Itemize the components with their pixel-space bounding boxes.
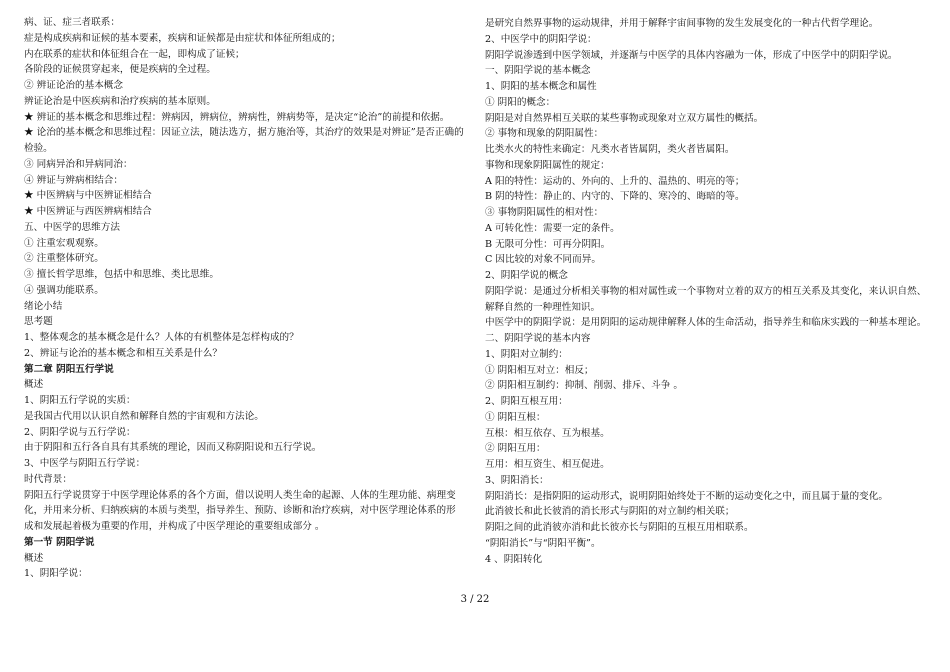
section-heading: 第一节 阴阳学说: [24, 536, 95, 548]
text-line: “阴阳消长”与“阴阳平衡”。: [485, 537, 601, 549]
text-line: 3、中医学与阴阳五行学说：: [24, 458, 146, 469]
text-line: 辨证论治是中医疾病和治疗疾病的基本原则。: [24, 95, 216, 107]
text-line: 概述: [24, 379, 44, 391]
text-line: C 因比较的对象不同而异。: [485, 254, 601, 266]
text-line: 绪论小结: [24, 300, 63, 312]
text-line: 中医学中的阴阳学说：是用阴阳的运动规律解释人体的生命活动，指导养生和临床实践的一种基本理论。: [485, 317, 927, 329]
text-line: ④ 辨证与辨病相结合：: [24, 174, 123, 186]
text-line: ★ 辨证的基本概念和思维过程：辨病因，辨病位，辨病性，辨病势等，是决定“论治”的前提和依据。: [24, 111, 450, 123]
text-line: 五、中医学的思维方法: [24, 221, 120, 233]
text-line: ① 注重宏观观察。: [24, 237, 104, 249]
text-line: 1、阴阳对立制约：: [485, 348, 568, 360]
text-line: 时代背景：: [24, 473, 72, 485]
text-line: A 阳的特性：运动的、外向的、上升的、温热的、明亮的等；: [485, 175, 745, 187]
text-line: B 无限可分性：可再分阴阳。: [485, 238, 611, 250]
text-line: 各阶段的证候贯穿起来，便是疾病的全过程。: [24, 64, 216, 76]
text-line: 1、整体观念的基本概念是什么？人体的有机整体是怎样构成的？: [24, 332, 299, 343]
text-line: ② 阴阳相互制约：抑制、削弱、排斥、斗争 。: [485, 380, 683, 392]
text-line: ① 阴阳的概念：: [485, 96, 556, 108]
section-heading: 第二章 阴阳五行学说: [24, 363, 114, 375]
text-line: 阴阳学说渗透到中医学领域，并逐渐与中医学的具体内容融为一体，形成了中医学中的阴阳学说。: [485, 49, 898, 61]
text-line: ① 阴阳互根：: [485, 411, 546, 423]
text-line: ③ 事物阴阳属性的相对性：: [485, 207, 604, 218]
text-line: 此消彼长和此长彼消的消长形式与阴阳的对立制约相关联；: [485, 506, 735, 518]
text-line: 1、阴阳五行学说的实质：: [24, 395, 136, 406]
text-line: ② 阴阳互用：: [485, 443, 546, 455]
text-line: 2、阴阳互根互用：: [485, 396, 568, 407]
text-line: 是我国古代用以认识自然和解释自然的宇宙观和方法论。: [24, 410, 264, 422]
text-line: 2、中医学中的阴阳学说：: [485, 33, 597, 45]
left-column: [24, 15, 464, 582]
text-line: ★ 论治的基本概念和思维过程：因证立法，随法选方，据方施治等，其治疗的效果是对辨证”是否正确的检验。: [24, 127, 464, 154]
text-line: ④ 强调功能联系。: [24, 284, 104, 296]
text-line: 内在联系的症状和体征组合在一起，即构成了证候；: [24, 48, 245, 60]
text-line: 阴阳是对自然界相互关联的某些事物或现象对立双方属性的概括。: [485, 112, 764, 124]
text-line: ③ 同病异治和异病同治：: [24, 158, 133, 170]
text-line: 2、阴阳学说的概念: [485, 270, 568, 281]
text-line: 2、辨证与论治的基本概念和相互关系是什么？: [24, 347, 222, 359]
text-line: B 阴的特性：静止的、内守的、下降的、寒冷的、晦暗的等。: [485, 191, 745, 203]
right-column: [485, 16, 930, 567]
text-line: ② 事物和现象的阴阳属性：: [485, 128, 604, 140]
text-line: 3、阴阳消长：: [485, 474, 549, 486]
text-line: 比类水火的特性来确定：凡类水者皆属阴，类火者皆属阳。: [485, 144, 735, 155]
text-line: 4 、阴阳转化: [485, 553, 543, 565]
text-line: 病、证、症三者联系：: [24, 17, 120, 28]
text-line: ③ 擅长哲学思维，包括中和思维、类比思维。: [24, 269, 219, 280]
text-line: 事物和现象阴阳属性的规定：: [485, 159, 610, 171]
text-line: 阴阳之间的此消彼亦消和此长彼亦长与阴阳的互根互用相联系。: [485, 522, 754, 533]
text-line: 互用：相互资生、相互促进。: [485, 459, 610, 470]
text-line: 一、阴阳学说的基本概念: [485, 65, 591, 77]
text-line: ② 注重整体研究。: [24, 253, 104, 265]
text-line: 阴阳五行学说贯穿于中医学理论体系的各个方面，借以说明人类生命的起源、人体的生理功能、病理变化，并用来分析、归纳疾病的本质与类型，指导养生、预防、诊断和治疗疾病，对中医学理论体系的形成和发展起着极为重要的作用，并构成了中医学理论的重要组成部分 。: [24, 489, 456, 532]
text-line: 思考题: [24, 316, 53, 328]
text-line: 阴阳学说：是通过分析相关事物的相对属性或一个事物对立着的双方的相互关系及其变化，来认识自然、解释自然的一种理性知识。: [485, 285, 927, 313]
text-line: 2、阴阳学说与五行学说：: [24, 426, 136, 438]
text-line: ① 阴阳相互对立：相反；: [485, 364, 594, 376]
text-line: ★ 中医辨证与西医辨病相结合: [24, 206, 152, 217]
text-line: 1、阴阳的基本概念和属性: [485, 81, 597, 92]
text-line: 由于阴阳和五行各自具有其系统的理论，因而又称阴阳说和五行学说。: [24, 442, 322, 454]
text-line: 二、阴阳学说的基本内容: [485, 333, 591, 344]
page-number: 3 / 22: [460, 594, 490, 605]
text-line: 症是构成疾病和证候的基本要素，疾病和证候都是由症状和体征所组成的；: [24, 32, 341, 44]
text-line: 概述: [24, 552, 44, 564]
text-line: 阴阳消长：是指阴阳的运动形式，说明阴阳始终处于不断的运动变化之中，而且属于量的变化。: [485, 490, 888, 502]
text-line: ② 辨证论治的基本概念: [24, 80, 123, 91]
text-line: 是研究自然界事物的运动规律，并用于解释宇宙间事物的发生发展变化的一种古代哲学理论。: [485, 18, 879, 29]
text-line: 1、阴阳学说：: [24, 568, 88, 580]
text-line: 互根：相互依存、互为根基。: [485, 427, 610, 439]
text-line: ★ 中医辨病与中医辨证相结合: [24, 190, 152, 202]
text-line: A 可转化性：需要一定的条件。: [485, 222, 620, 234]
